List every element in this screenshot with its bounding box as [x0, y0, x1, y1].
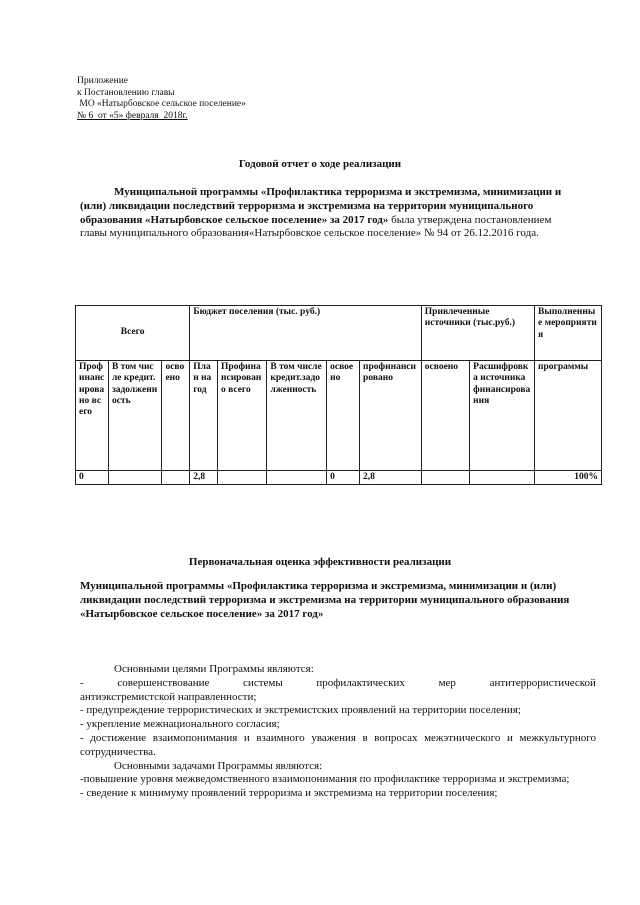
report-paragraph	[80, 186, 580, 241]
subheader-cell: Профинансировано всего	[76, 361, 109, 471]
appendix-decree-number: № 6 от «5» февраля 2018г.	[77, 110, 188, 121]
appendix-line: МО «Натырбовское сельское поселение»	[77, 99, 246, 109]
goal-2: - предупреждение террористических и экстремистских проявлений на территории поселения;	[80, 704, 521, 717]
appendix-header	[77, 76, 246, 122]
data-cell	[421, 471, 469, 485]
header-total: Всего	[76, 306, 190, 361]
data-cell: 2,8	[360, 471, 422, 485]
goal-3: - укрепление межнационального согласия;	[80, 718, 280, 731]
data-cell	[162, 471, 190, 485]
subheader-cell: профинансировано	[360, 361, 422, 471]
subheader-cell: В том числе кредит.задолженность	[267, 361, 327, 471]
evaluation-title: Первоначальная оценка эффективности реализации	[188, 556, 452, 568]
goal-1-word: антитеррористической	[489, 676, 596, 689]
header-completed: Выполненные мероприятия	[535, 306, 602, 361]
task-2: - сведение к минимуму проявлений терроризма и экстремизма на территории поселения;	[80, 787, 498, 800]
goal-4: - достижение взаимопонимания и взаимного уважения в вопросах межэтнического и межкультурного сотрудничества.	[80, 731, 596, 758]
goal-1-continuation: антиэкстремистской направленности;	[80, 690, 257, 703]
data-cell	[218, 471, 267, 485]
subheader-cell: программы	[535, 361, 602, 471]
subheader-cell: освоено	[327, 361, 360, 471]
subheader-cell: освоено	[162, 361, 190, 471]
subheader-cell: Профинансировано всего	[218, 361, 267, 471]
goal-1-word: профилактических	[316, 676, 405, 689]
goal-1-word: системы	[243, 676, 283, 689]
appendix-line: Приложение	[77, 76, 128, 86]
header-budget: Бюджет поселения (тыс. руб.)	[190, 306, 422, 361]
task-1: -повышение уровня межведомственного взаимопонимания по профилактике терроризма и экстремизма;	[80, 773, 570, 786]
data-cell: 2,8	[190, 471, 218, 485]
subheader-cell: В том числе кредит. задолженность	[108, 361, 162, 471]
data-cell: 0	[76, 471, 109, 485]
tasks-intro: Основными задачами Программы являются:	[114, 759, 323, 772]
subheader-cell: освоено	[421, 361, 469, 471]
data-cell	[470, 471, 535, 485]
data-cell	[267, 471, 327, 485]
goal-1-word: совершенствование	[117, 676, 210, 689]
goal-1-word: мер	[438, 676, 456, 689]
goal-1-word: -	[80, 676, 84, 689]
program-goals-section	[80, 663, 596, 801]
goals-intro: Основными целями Программы являются:	[114, 663, 314, 675]
data-cell: 0	[327, 471, 360, 485]
program-approval: была утверждена постановлением главы муниципального образования«Натырбовское сельское поселение» № 94 от 26.12.2016 года.	[80, 213, 552, 240]
report-title: Годовой отчет о ходе реализации	[238, 158, 402, 170]
program-name: Муниципальной программы «Профилактика терроризма и экстремизма, минимизации и (или) ликвидации последствий терроризма и экстремизма на территории муниципального образования «Натырбовское сельское поселение» за 2017 год»	[80, 186, 562, 226]
subheader-cell: Расшифровка источника финансирования	[470, 361, 535, 471]
data-cell: 100%	[535, 471, 602, 485]
appendix-line: к Постановлению главы	[77, 87, 175, 98]
data-cell	[108, 471, 162, 485]
evaluation-program-name: Муниципальной программы «Профилактика терроризма и экстремизма, минимизации и (или) ликвидации последствий терроризма и экстремизма на территории муниципального образования «Натырбовское сельское поселение» за 2017 год»	[80, 580, 570, 620]
report-table	[75, 305, 602, 485]
header-attracted: Привлеченные источники (тыс.руб.)	[421, 306, 534, 361]
goal-1	[80, 677, 596, 691]
subheader-cell: План на год	[190, 361, 218, 471]
